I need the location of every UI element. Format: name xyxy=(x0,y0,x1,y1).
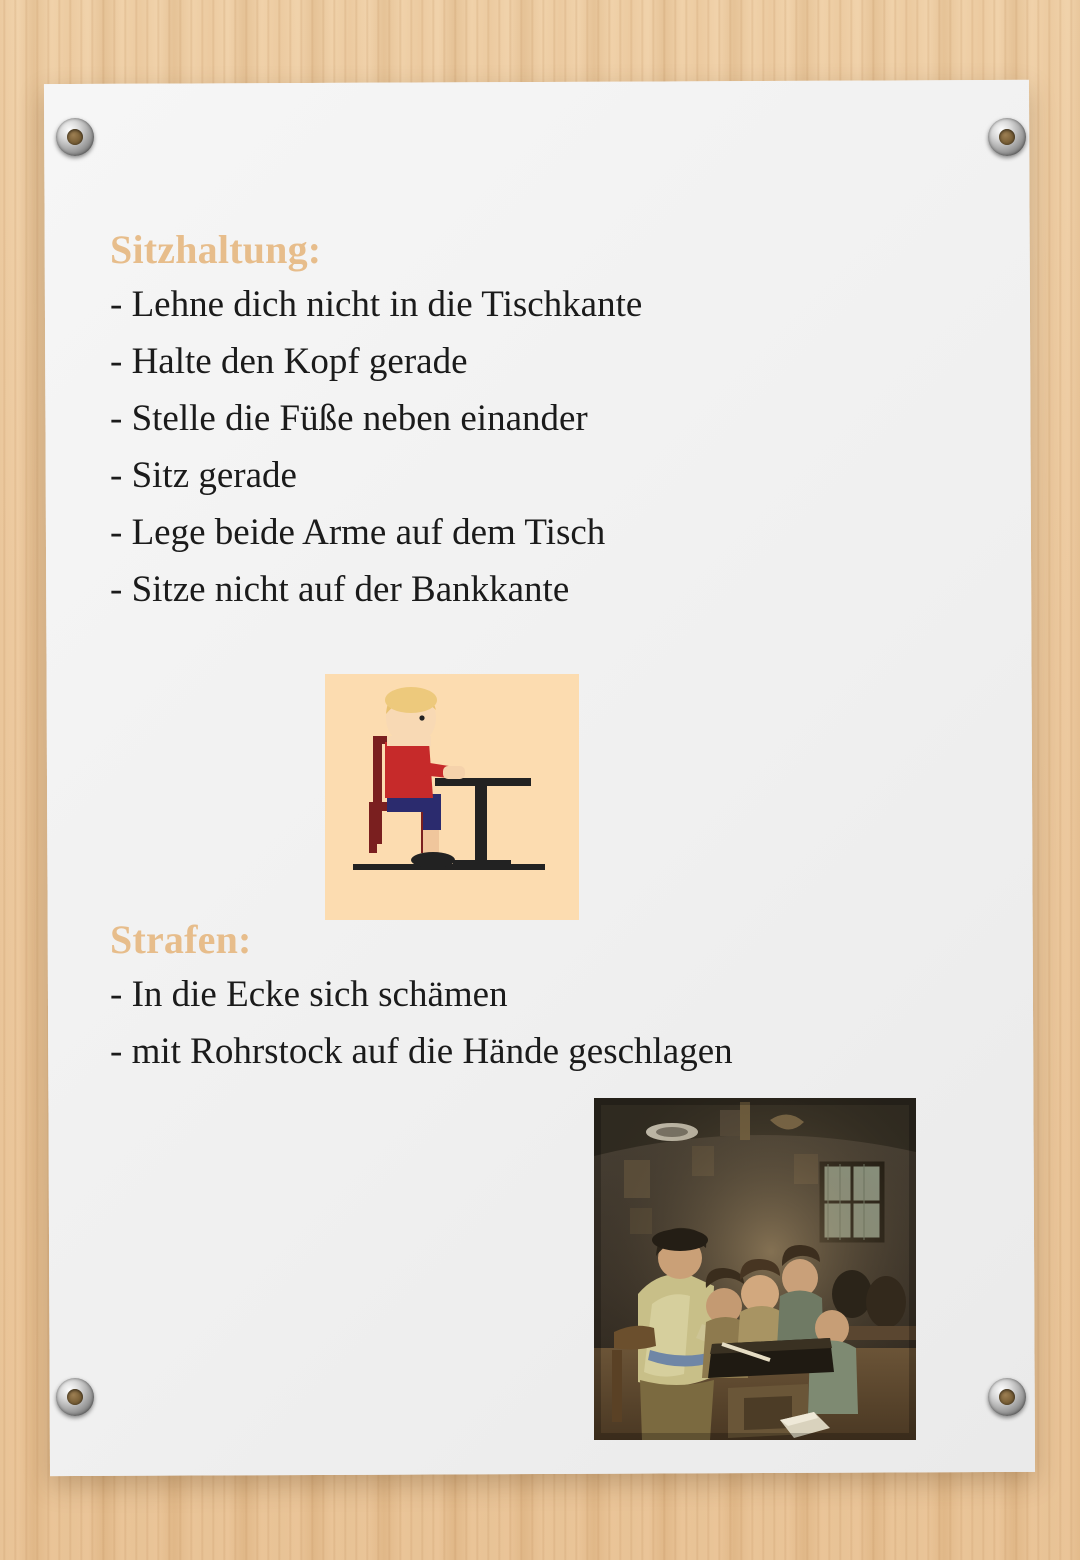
grommet-bottom-left-icon xyxy=(56,1378,94,1416)
grommet-top-left-icon xyxy=(56,118,94,156)
section-strafen xyxy=(110,918,990,1081)
list-item: - mit Rohrstock auf die Hände geschlagen xyxy=(110,1030,733,1072)
classroom-painting xyxy=(594,1098,916,1440)
list-item: - Lehne dich nicht in die Tischkante xyxy=(110,283,643,325)
list-item: - Sitz gerade xyxy=(110,454,297,496)
sitting-posture-illustration xyxy=(325,674,579,920)
list-item: - In die Ecke sich schämen xyxy=(110,973,508,1015)
list-item: - Lege beide Arme auf dem Tisch xyxy=(110,511,606,553)
sitting-posture-figure-icon xyxy=(325,674,579,920)
grommet-top-right-icon xyxy=(988,118,1026,156)
section-sitzhaltung xyxy=(110,228,970,619)
classroom-painting-image xyxy=(594,1098,916,1440)
section-heading: Strafen: xyxy=(110,917,252,962)
grommet-bottom-right-icon xyxy=(988,1378,1026,1416)
list-item: - Stelle die Füße neben einander xyxy=(110,397,588,439)
list-item: - Halte den Kopf gerade xyxy=(110,340,468,382)
list-item: - Sitze nicht auf der Bankkante xyxy=(110,568,570,610)
section-heading: Sitzhaltung: xyxy=(110,227,322,272)
